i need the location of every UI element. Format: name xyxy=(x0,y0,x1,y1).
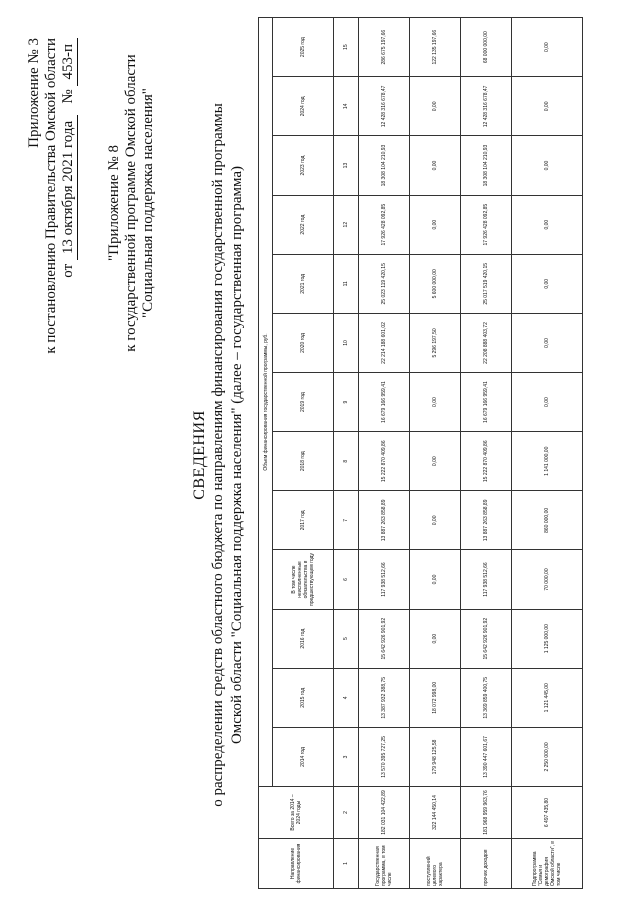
table-cell: 122 135 197,66 xyxy=(410,18,461,77)
row-label: Подпрограмма "Семья и демография Омской области", в том числе xyxy=(512,839,583,889)
col-header: 2016 год xyxy=(273,609,334,668)
col-header: 2022 год xyxy=(273,195,334,254)
col-header: 2014 год xyxy=(273,727,334,786)
table-cell: 860 000,00 xyxy=(512,491,583,550)
col-number: 14 xyxy=(334,77,359,136)
table-cell: 25 023 119 420,15 xyxy=(359,254,410,313)
appendix-8-line2: "Социальная поддержка населения" xyxy=(140,88,156,318)
col-number: 6 xyxy=(334,550,359,609)
col-header: 2019 год xyxy=(273,373,334,432)
table-cell: 0,00 xyxy=(512,77,583,136)
table-cell: 16 679 166 959,41 xyxy=(359,373,410,432)
col-header: 2015 год xyxy=(273,668,334,727)
table-cell: 13 887 263 858,89 xyxy=(359,491,410,550)
col-number: 8 xyxy=(334,432,359,491)
table-cell: 17 926 428 092,85 xyxy=(461,195,512,254)
table-cell: 1 141 000,00 xyxy=(512,432,583,491)
table-cell: 18 308 104 210,93 xyxy=(461,136,512,195)
col-header: 2017 год xyxy=(273,491,334,550)
col-number: 2 xyxy=(334,787,359,839)
table-cell: 15 642 926 901,92 xyxy=(461,609,512,668)
table-cell: 1 125 000,00 xyxy=(512,609,583,668)
col-number: 7 xyxy=(334,491,359,550)
table-cell: 13 390 447 601,67 xyxy=(461,727,512,786)
col-header: 2023 год xyxy=(273,136,334,195)
col-header: 2018 год xyxy=(273,432,334,491)
table-cell: 0,00 xyxy=(410,491,461,550)
col-number: 3 xyxy=(334,727,359,786)
table-cell: 117 938 512,66 xyxy=(461,550,512,609)
table-cell: 0,00 xyxy=(512,254,583,313)
table-cell: 0,00 xyxy=(512,18,583,77)
appendix-8-title: "Приложение № 8 xyxy=(106,145,122,261)
header-group: Объем финансирования государственной программы, руб. xyxy=(259,18,273,787)
decree-line: от 13 октября 2021 года № 453-п xyxy=(60,38,78,368)
header-total: Всего за 2014 – 2024 годы xyxy=(259,787,334,839)
table-cell: 0,00 xyxy=(410,550,461,609)
document-title-block xyxy=(190,65,247,845)
row-label: прочих доходов xyxy=(461,839,512,889)
table-cell: 25 017 519 420,15 xyxy=(461,254,512,313)
table-cell: 0,00 xyxy=(512,373,583,432)
table-cell: 68 000 000,00 xyxy=(461,18,512,77)
appendix-3-block xyxy=(26,38,78,368)
table-cell: 0,00 xyxy=(512,195,583,254)
header-source: Направление финансирования xyxy=(259,839,334,889)
col-number: 10 xyxy=(334,313,359,372)
table-cell: 18 308 104 210,93 xyxy=(359,136,410,195)
table-row-own-funds xyxy=(461,18,512,889)
table-row-subprogram xyxy=(512,18,583,889)
col-header: 2024 год xyxy=(273,77,334,136)
table-cell: 179 948 125,58 xyxy=(410,727,461,786)
col-number: 1 xyxy=(334,839,359,889)
table-cell: 6 497 435,80 xyxy=(512,787,583,839)
table-row-federal-funds xyxy=(410,18,461,889)
table-cell: 0,00 xyxy=(410,195,461,254)
table-cell: 15 222 870 409,86 xyxy=(359,432,410,491)
table-cell: 17 926 428 092,85 xyxy=(359,195,410,254)
table-cell: 182 031 104 422,89 xyxy=(359,787,410,839)
title-line-1: о распределении средств областного бюджета по направлениям финансирования государственной программы xyxy=(210,103,226,807)
decree-number: 453-п xyxy=(60,38,78,86)
table-cell: 0,00 xyxy=(512,136,583,195)
table-cell: 13 369 859 400,75 xyxy=(461,668,512,727)
appendix-3-title: Приложение № 3 xyxy=(26,38,42,148)
table-cell: 0,00 xyxy=(410,373,461,432)
decree-date: 13 октября 2021 года xyxy=(60,115,78,260)
row-label: поступлений целевого характера xyxy=(410,839,461,889)
table-cell: 15 222 870 409,86 xyxy=(461,432,512,491)
col-number: 11 xyxy=(334,254,359,313)
table-cell: 0,00 xyxy=(410,77,461,136)
col-number: 13 xyxy=(334,136,359,195)
table-cell: 18 072 998,00 xyxy=(410,668,461,727)
col-number: 5 xyxy=(334,609,359,668)
appendix-8-block xyxy=(106,38,157,368)
col-header: В том числе неисполненные обязательства в предшествующем году xyxy=(273,550,334,609)
table-cell: 13 887 263 858,89 xyxy=(461,491,512,550)
document-heading: СВЕДЕНИЯ xyxy=(191,410,208,500)
table-cell: 0,00 xyxy=(410,609,461,668)
table-cell: 15 642 926 901,92 xyxy=(359,609,410,668)
col-number: 15 xyxy=(334,18,359,77)
table-cell: 181 968 959 963,76 xyxy=(461,787,512,839)
col-number: 12 xyxy=(334,195,359,254)
table-cell: 12 428 316 678,47 xyxy=(359,77,410,136)
col-header: 2020 год xyxy=(273,313,334,372)
table-cell: 0,00 xyxy=(410,136,461,195)
table-cell: 0,00 xyxy=(410,432,461,491)
table-cell: 322 144 450,14 xyxy=(410,787,461,839)
title-line-2: Омской области "Социальная поддержка населения" (далее – государственная программа) xyxy=(229,165,245,745)
table-cell: 286 675 197,66 xyxy=(359,18,410,77)
table-cell: 12 428 316 678,47 xyxy=(461,77,512,136)
col-header: 2025 год xyxy=(273,18,334,77)
table-row-state-program xyxy=(359,18,410,889)
table-cell: 2 250 000,00 xyxy=(512,727,583,786)
col-number: 9 xyxy=(334,373,359,432)
column-number-row xyxy=(334,18,359,889)
table-cell: 22 214 188 601,02 xyxy=(359,313,410,372)
table-cell: 70 000,00 xyxy=(512,550,583,609)
row-label: Государственная программа, в том числе xyxy=(359,839,410,889)
col-header: 2021 год xyxy=(273,254,334,313)
table-cell: 5 296 197,50 xyxy=(410,313,461,372)
financing-table xyxy=(258,17,583,889)
appendix-8-line1: к государственной программе Омской области xyxy=(123,54,139,352)
table-cell: 1 121 445,00 xyxy=(512,668,583,727)
table-cell: 13 570 395 727,25 xyxy=(359,727,410,786)
col-number: 4 xyxy=(334,668,359,727)
table-cell: 22 208 888 403,72 xyxy=(461,313,512,372)
table-cell: 16 679 166 959,41 xyxy=(461,373,512,432)
table-cell: 13 387 932 388,75 xyxy=(359,668,410,727)
table-cell: 0,00 xyxy=(512,313,583,372)
table-cell: 5 600 000,00 xyxy=(410,254,461,313)
appendix-3-reference: к постановлению Правительства Омской области xyxy=(43,38,59,354)
table-cell: 117 938 512,66 xyxy=(359,550,410,609)
